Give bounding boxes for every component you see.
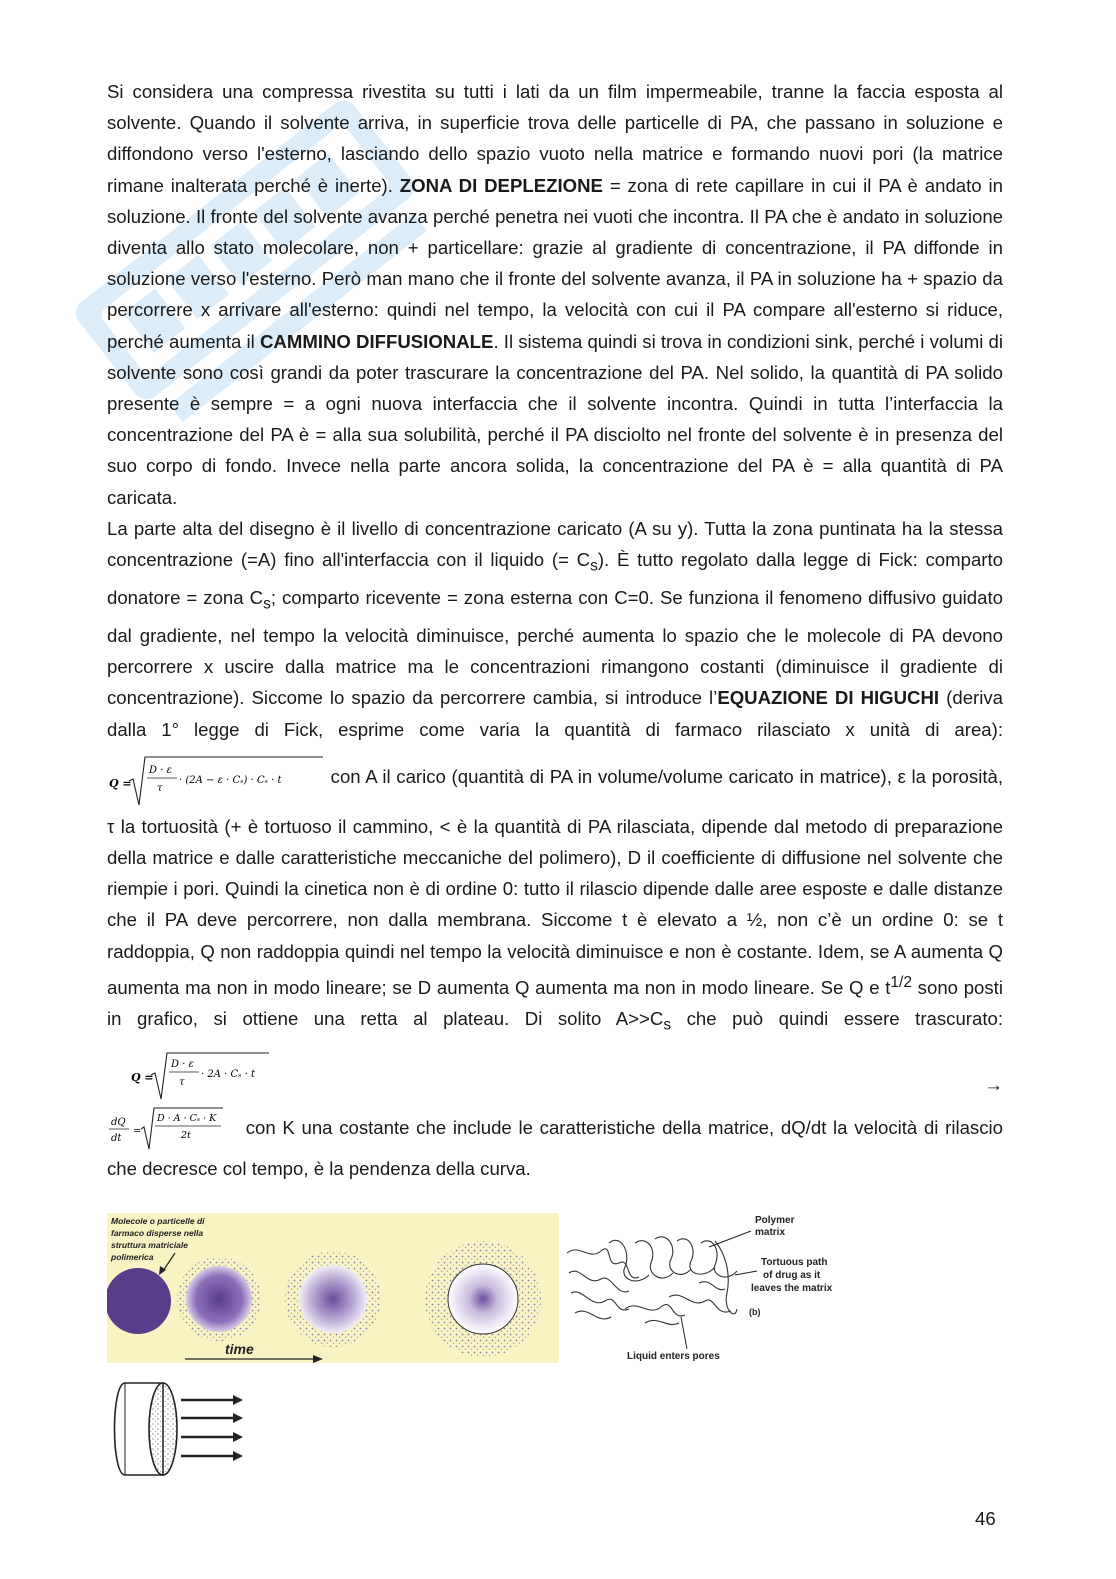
intact-matrix-circle <box>107 1268 171 1334</box>
figure-coated-tablet-release <box>115 1383 244 1475</box>
formula-denominator: τ <box>179 1077 185 1089</box>
formula-rest: · (2A − ε · Cₛ) · Cₛ · t <box>179 774 282 786</box>
figure-tortuous-path <box>567 1215 833 1362</box>
paragraph-2 <box>107 513 1003 1184</box>
formula-lhs: Q = <box>131 1071 154 1085</box>
formula-numerator: D · ε <box>149 764 172 776</box>
formula-lhs-numerator: dQ <box>111 1117 126 1129</box>
higuchi-equation-formula <box>107 753 325 811</box>
simplified-higuchi-formula <box>129 1049 271 1105</box>
label-liquid-enters-pores: Liquid enters pores <box>627 1351 720 1362</box>
bold-term-equazione-di-higuchi: EQUAZIONE DI HIGUCHI <box>717 687 940 709</box>
text-run: ). È tutto regolato dalla legge di Fick: comparto donatore = zona C <box>107 549 1003 608</box>
bold-term-zona-di-deplezione: ZONA DI DEPLEZIONE <box>399 174 603 196</box>
figure1-caption-line: polimerica <box>111 1252 154 1262</box>
formula-denominator: τ <box>157 782 163 794</box>
label-tortuous-path: Tortuous path <box>761 1257 828 1268</box>
paragraph-1 <box>107 76 1003 513</box>
label-tortuous-path: leaves the matrix <box>751 1283 833 1294</box>
release-figures <box>107 1213 867 1478</box>
formula-lhs: Q = <box>109 776 132 790</box>
page-number: 46 <box>975 1508 996 1529</box>
figure1-caption-line: struttura matriciale <box>111 1240 188 1250</box>
formula-denominator: 2t <box>181 1130 191 1142</box>
label-polymer-matrix: Polymer <box>755 1215 795 1226</box>
label-tortuous-path: of drug as it <box>763 1270 821 1281</box>
text-run: . Il sistema quindi si trova in condizioni sink, perché i volumi di solvente sono così grandi da poter trascurare la concentrazione del PA. Nel solido, la quantità di PA solido presente è sempre = a ogni nuova interfaccia che il solvente incontra. Quindi in tutta l’interfaccia la concentrazione del PA è = alla sua solubilità, perché il PA disciolto nel fronte del solvente è in presenza del suo corpo di fondo. Invece nella parte ancora solida, la concentrazione del PA è = alla quantità di PA caricata. <box>107 330 1003 508</box>
text-run: con K una costante che include le caratteristiche della matrice, dQ/dt la velocità di rilascio che decresce col tempo, è la pendenza della curva. <box>107 1116 1003 1180</box>
label-polymer-matrix: matrix <box>755 1227 786 1238</box>
formula-lhs-denominator: dt <box>111 1133 122 1145</box>
formula-numerator: D · A · Cₛ · K <box>157 1113 217 1125</box>
release-arrows <box>181 1400 235 1456</box>
text-run: = zona di rete capillare in cui il PA è andato in soluzione. Il fronte del solvente avanza perché penetra nei vuoti che incontra. Il PA che è andato in soluzione diventa allo stato molecolare, non + particellare: grazie al gradiente di concentrazione, il PA diffonde in soluzione verso l'esterno. Però man mano che il fronte del solvente avanza, il PA in soluzione ha + spazio da percorrere x arrivare all'esterno: quindi nel tempo, la velocità con cui il PA compare all'esterno si riduce, perché aumenta il <box>107 174 1003 352</box>
figures-area <box>107 1213 867 1473</box>
text-run: Si considera una compressa rivestita su tutti i lati da un film impermeabile, tranne la faccia esposta al solvente. Quando il solvente arriva, in superficie trova delle particelle di PA, che passano in soluzione e diffondono verso l'esterno, lasciando dello spazio vuoto nella matrice e formando nuovi pori (la matrice rimane inalterata perché è inerte). <box>107 81 1003 196</box>
formula-numerator: D · ε <box>171 1059 194 1071</box>
liquid-pointer <box>681 1317 687 1349</box>
body-text <box>107 76 1003 1184</box>
subscript: s <box>590 557 598 575</box>
formula-rest: · 2A · Cₛ · t <box>201 1069 256 1081</box>
text-run: sono posti in grafico, si ottiene una retta al plateau. Di solito A>>C <box>107 976 1003 1030</box>
tablet-exposed-face <box>149 1383 177 1475</box>
bold-term-cammino-diffusionale: CAMMINO DIFFUSIONALE <box>259 330 494 352</box>
polymer-matrix-drawing <box>567 1237 737 1325</box>
figure1-caption-line: Molecole o particelle di <box>111 1216 205 1226</box>
text-run: (deriva dalla 1° legge di Fick, esprime come varia la quantità di farmaco rilasciato x unità di area): <box>107 687 1003 740</box>
text-run: La parte alta del disegno è il livello di concentrazione caricato (A su y). Tutta la zona puntinata ha la stessa concentrazione (=A) fino all'interfaccia con il liquido (= C <box>107 517 1003 571</box>
polymer-pointer <box>709 1231 751 1247</box>
right-arrow-icon: → <box>984 1074 1003 1096</box>
formula-equals: = <box>133 1126 142 1138</box>
path-pointer <box>735 1271 757 1275</box>
figure-panel-label: (b) <box>749 1307 761 1317</box>
rate-formula <box>107 1105 225 1153</box>
time-axis-label: time <box>225 1341 254 1357</box>
text-run: che può quindi essere trascurato: <box>671 1008 1004 1030</box>
figure-matrix-release-over-time <box>107 1213 559 1363</box>
text-run: con A il carico (quantità di PA in volume/volume caricato in matrice), ε la porosità, τ la tortuosità (+ è tortuoso il cammino, < è la quantità di PA rilasciata, dipende dal metodo di preparazione della matrice e dalle caratteristiche meccaniche del polimero), D il coefficiente di diffusione nel solvente che riempie i pori. Quindi la cinetica non è di ordine 0: tutto il rilascio dipende dalle aree esposte e dalle distanze che il PA deve percorrere, non dalla membrana. Siccome t è elevato a ½, non c’è un ordine 0: se t raddoppia, Q non raddoppia quindi nel tempo la velocità diminuisce e non è costante. Idem, se A aumenta Q aumenta ma non in modo lineare; se D aumenta Q aumenta ma non in modo lineare. Se Q e t <box>107 765 1003 998</box>
superscript: 1/2 <box>890 973 912 991</box>
subscript: s <box>663 1016 672 1034</box>
figure1-caption-line: farmaco disperse nella <box>111 1228 204 1238</box>
subscript: s <box>263 595 271 613</box>
text-run: ; comparto ricevente = zona esterna con C=0. Se funziona il fenomeno diffusivo guidato dal gradiente, nel tempo la velocità diminuisce, perché aumenta lo spazio che le molecole di PA devono percorrere x uscire dalla matrice ma le concentrazioni rimangono costanti (diminuisce il gradiente di concentrazione). Siccome lo spazio da percorrere cambia, si introduce l’ <box>107 586 1003 709</box>
